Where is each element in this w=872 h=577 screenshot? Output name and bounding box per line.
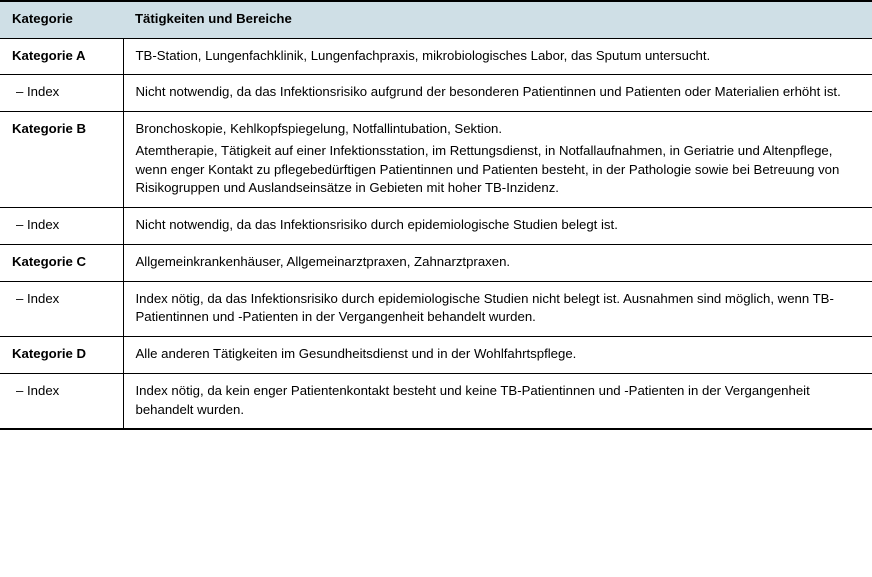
row-description-text: Index nötig, da kein enger Patientenkontakt besteht und keine TB-Patientinnen und -Patienten in der Vergangenheit behandelt wurden. bbox=[123, 373, 872, 429]
row-category-label: – Index bbox=[0, 208, 123, 245]
row-description-paragraph: Atemtherapie, Tätigkeit auf einer Infektionsstation, im Rettungsdienst, in Notfallaufnahmen, in Geriatrie und Altenpflege, wenn enger Kontakt zu pflegebedürftigen Patientinnen und Patienten besteht, in der Pathologie sowie bei Betreuung von Risikogruppen und Auslandseinsätze in Gebieten mit hoher TB-Inzidenz. bbox=[135, 142, 840, 196]
row-description-text: Allgemeinkrankenhäuser, Allgemeinarztpraxen, Zahnarztpraxen. bbox=[123, 244, 872, 281]
table-row bbox=[0, 208, 872, 245]
row-description-paragraph: Bronchoskopie, Kehlkopfspiegelung, Notfallintubation, Sektion. bbox=[135, 121, 503, 137]
row-category-label: Kategorie A bbox=[0, 38, 123, 75]
table-header bbox=[0, 1, 872, 38]
row-category-label: Kategorie D bbox=[0, 337, 123, 374]
row-description-text: Alle anderen Tätigkeiten im Gesundheitsdienst und in der Wohlfahrtspflege. bbox=[123, 337, 872, 374]
row-description-text bbox=[123, 112, 872, 208]
table-row bbox=[0, 38, 872, 75]
table-row bbox=[0, 112, 872, 208]
table-row bbox=[0, 244, 872, 281]
table-row bbox=[0, 373, 872, 429]
row-category-label: – Index bbox=[0, 75, 123, 112]
row-category-label: – Index bbox=[0, 373, 123, 429]
row-description-text: Nicht notwendig, da das Infektionsrisiko aufgrund der besonderen Patientinnen und Patienten oder Materialien erhöht ist. bbox=[123, 75, 872, 112]
table-header-row bbox=[0, 1, 872, 38]
row-category-label: – Index bbox=[0, 281, 123, 336]
table-row bbox=[0, 75, 872, 112]
row-description-text: Index nötig, da das Infektionsrisiko durch epidemiologische Studien nicht belegt ist. Ausnahmen sind möglich, wenn TB-Patientinnen und -Patienten in der Vergangenheit behandelt wurden. bbox=[123, 281, 872, 336]
row-description-text: TB-Station, Lungenfachklinik, Lungenfachpraxis, mikrobiologisches Labor, das Sputum untersucht. bbox=[123, 38, 872, 75]
table-body bbox=[0, 38, 872, 429]
column-header-category: Kategorie bbox=[0, 1, 123, 38]
row-category-label: Kategorie C bbox=[0, 244, 123, 281]
row-category-label: Kategorie B bbox=[0, 112, 123, 208]
table-row bbox=[0, 337, 872, 374]
column-header-description: Tätigkeiten und Bereiche bbox=[123, 1, 872, 38]
table-row bbox=[0, 281, 872, 336]
row-description-text: Nicht notwendig, da das Infektionsrisiko durch epidemiologische Studien belegt ist. bbox=[123, 208, 872, 245]
